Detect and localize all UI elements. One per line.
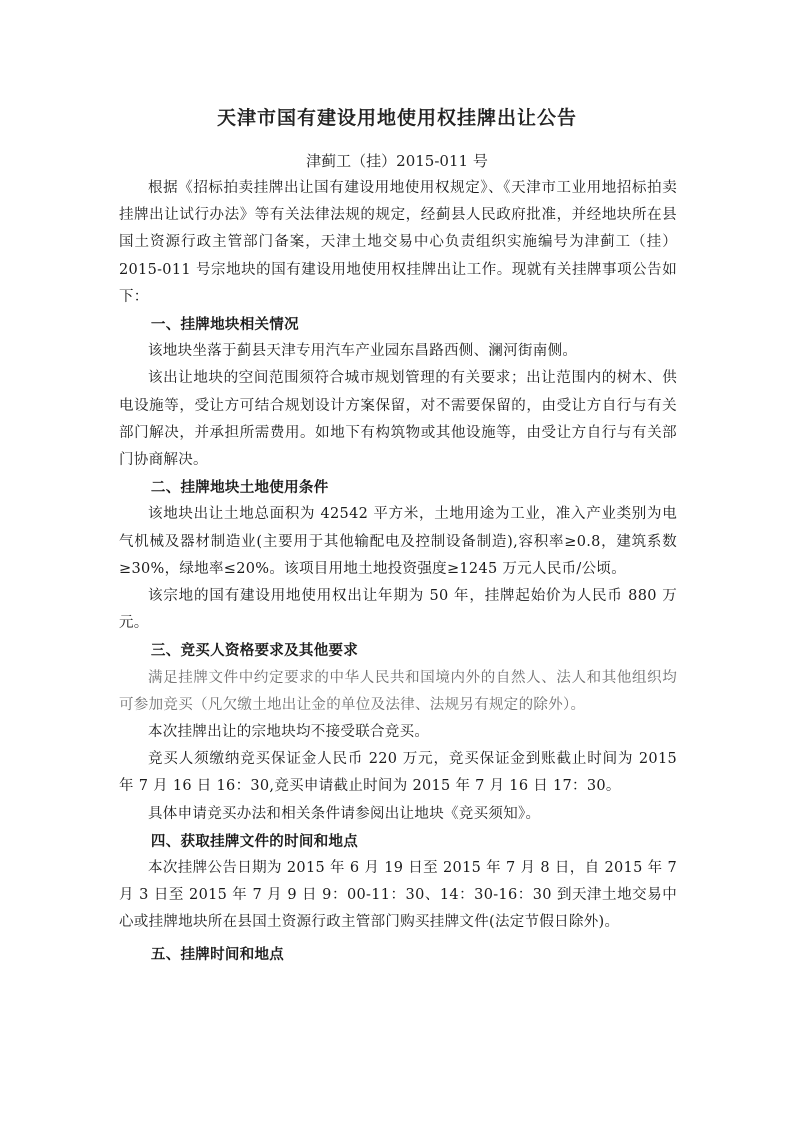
paragraph: 具体申请竞买办法和相关条件请参阅出让地块《竞买须知》。 [148, 805, 541, 822]
section-heading: 三、竞买人资格要求及其他要求 [150, 642, 359, 660]
paragraph: 本次挂牌公告日期为 2015 年 6 月 19 日至 2015 年 7 月 8 日，自 2015 年 7 月 3 日至 2015 年 7 月 9 日 9：00-11：30、14：30-16：30 到天津土地交易中心或挂牌地块所在县国土资源行政主管部门购买挂牌文件(法定节假日除外)。 [119, 860, 677, 931]
section-heading: 五、挂牌时间和地点 [150, 945, 285, 963]
paragraph: 该地块出让土地总面积为 42542 平方米，土地用途为工业，准入产业类别为电气机械及器材制造业(主要用于其他输配电及控制设备制造),容积率≥0.8，建筑系数≥30%，绿地率≤20%。该项目用地土地投资强度≥1245 万元人民币/公顷。 [119, 506, 677, 577]
paragraph: 该宗地的国有建设用地使用权出让年期为 50 年，挂牌起始价为人民币 880 万元。 [119, 588, 677, 632]
document-number: 津蓟工（挂）2015-011 号 [306, 152, 488, 170]
section-heading: 一、挂牌地块相关情况 [150, 316, 299, 334]
document-body [119, 175, 677, 968]
section-heading: 二、挂牌地块土地使用条件 [150, 479, 329, 497]
page-title: 天津市国有建设用地使用权挂牌出让公告 [216, 107, 577, 129]
section-1 [119, 311, 677, 474]
paragraph: 本次挂牌出让的宗地块均不接受联合竞买。 [148, 724, 430, 741]
section-5 [119, 941, 677, 968]
section-heading: 四、获取挂牌文件的时间和地点 [150, 832, 359, 850]
section-4 [119, 828, 677, 937]
paragraph: 竞买人须缴纳竞买保证金人民币 220 万元，竞买保证金到账截止时间为 2015 年 7 月 16 日 16：30,竞买申请截止时间为 2015 年 7 月 16 日 17：30。 [119, 751, 677, 795]
section-3 [119, 637, 677, 827]
paragraph: 该出让地块的空间范围须符合城市规划管理的有关要求；出让范围内的树木、供电设施等，受让方可结合规划设计方案保留，对不需要保留的，由受让方自行与有关部门解决，并承担所需费用。如地下有构筑物或其他设施等，由受让方自行与有关部门协商解决。 [119, 370, 677, 469]
paragraph: 该地块坐落于蓟县天津专用汽车产业园东昌路西侧、澜河街南侧。 [148, 343, 578, 360]
intro-paragraph: 根据《招标拍卖挂牌出让国有建设用地使用权规定》、《天津市工业用地招标拍卖挂牌出让试行办法》等有关法律法规的规定，经蓟县人民政府批准，并经地块所在县国土资源行政主管部门备案，天津土地交易中心负责组织实施编号为津蓟工（挂）2015-011 号宗地块的国有建设用地使用权挂牌出让工作。现就有关挂牌事项公告如下： [119, 180, 677, 305]
section-2 [119, 474, 677, 637]
paragraph: 满足挂牌文件中约定要求的中华人民共和国境内外的自然人、法人和其他组织均可参加竞买（凡欠缴土地出让金的单位及法律、法规另有规定的除外）。 [119, 669, 677, 713]
